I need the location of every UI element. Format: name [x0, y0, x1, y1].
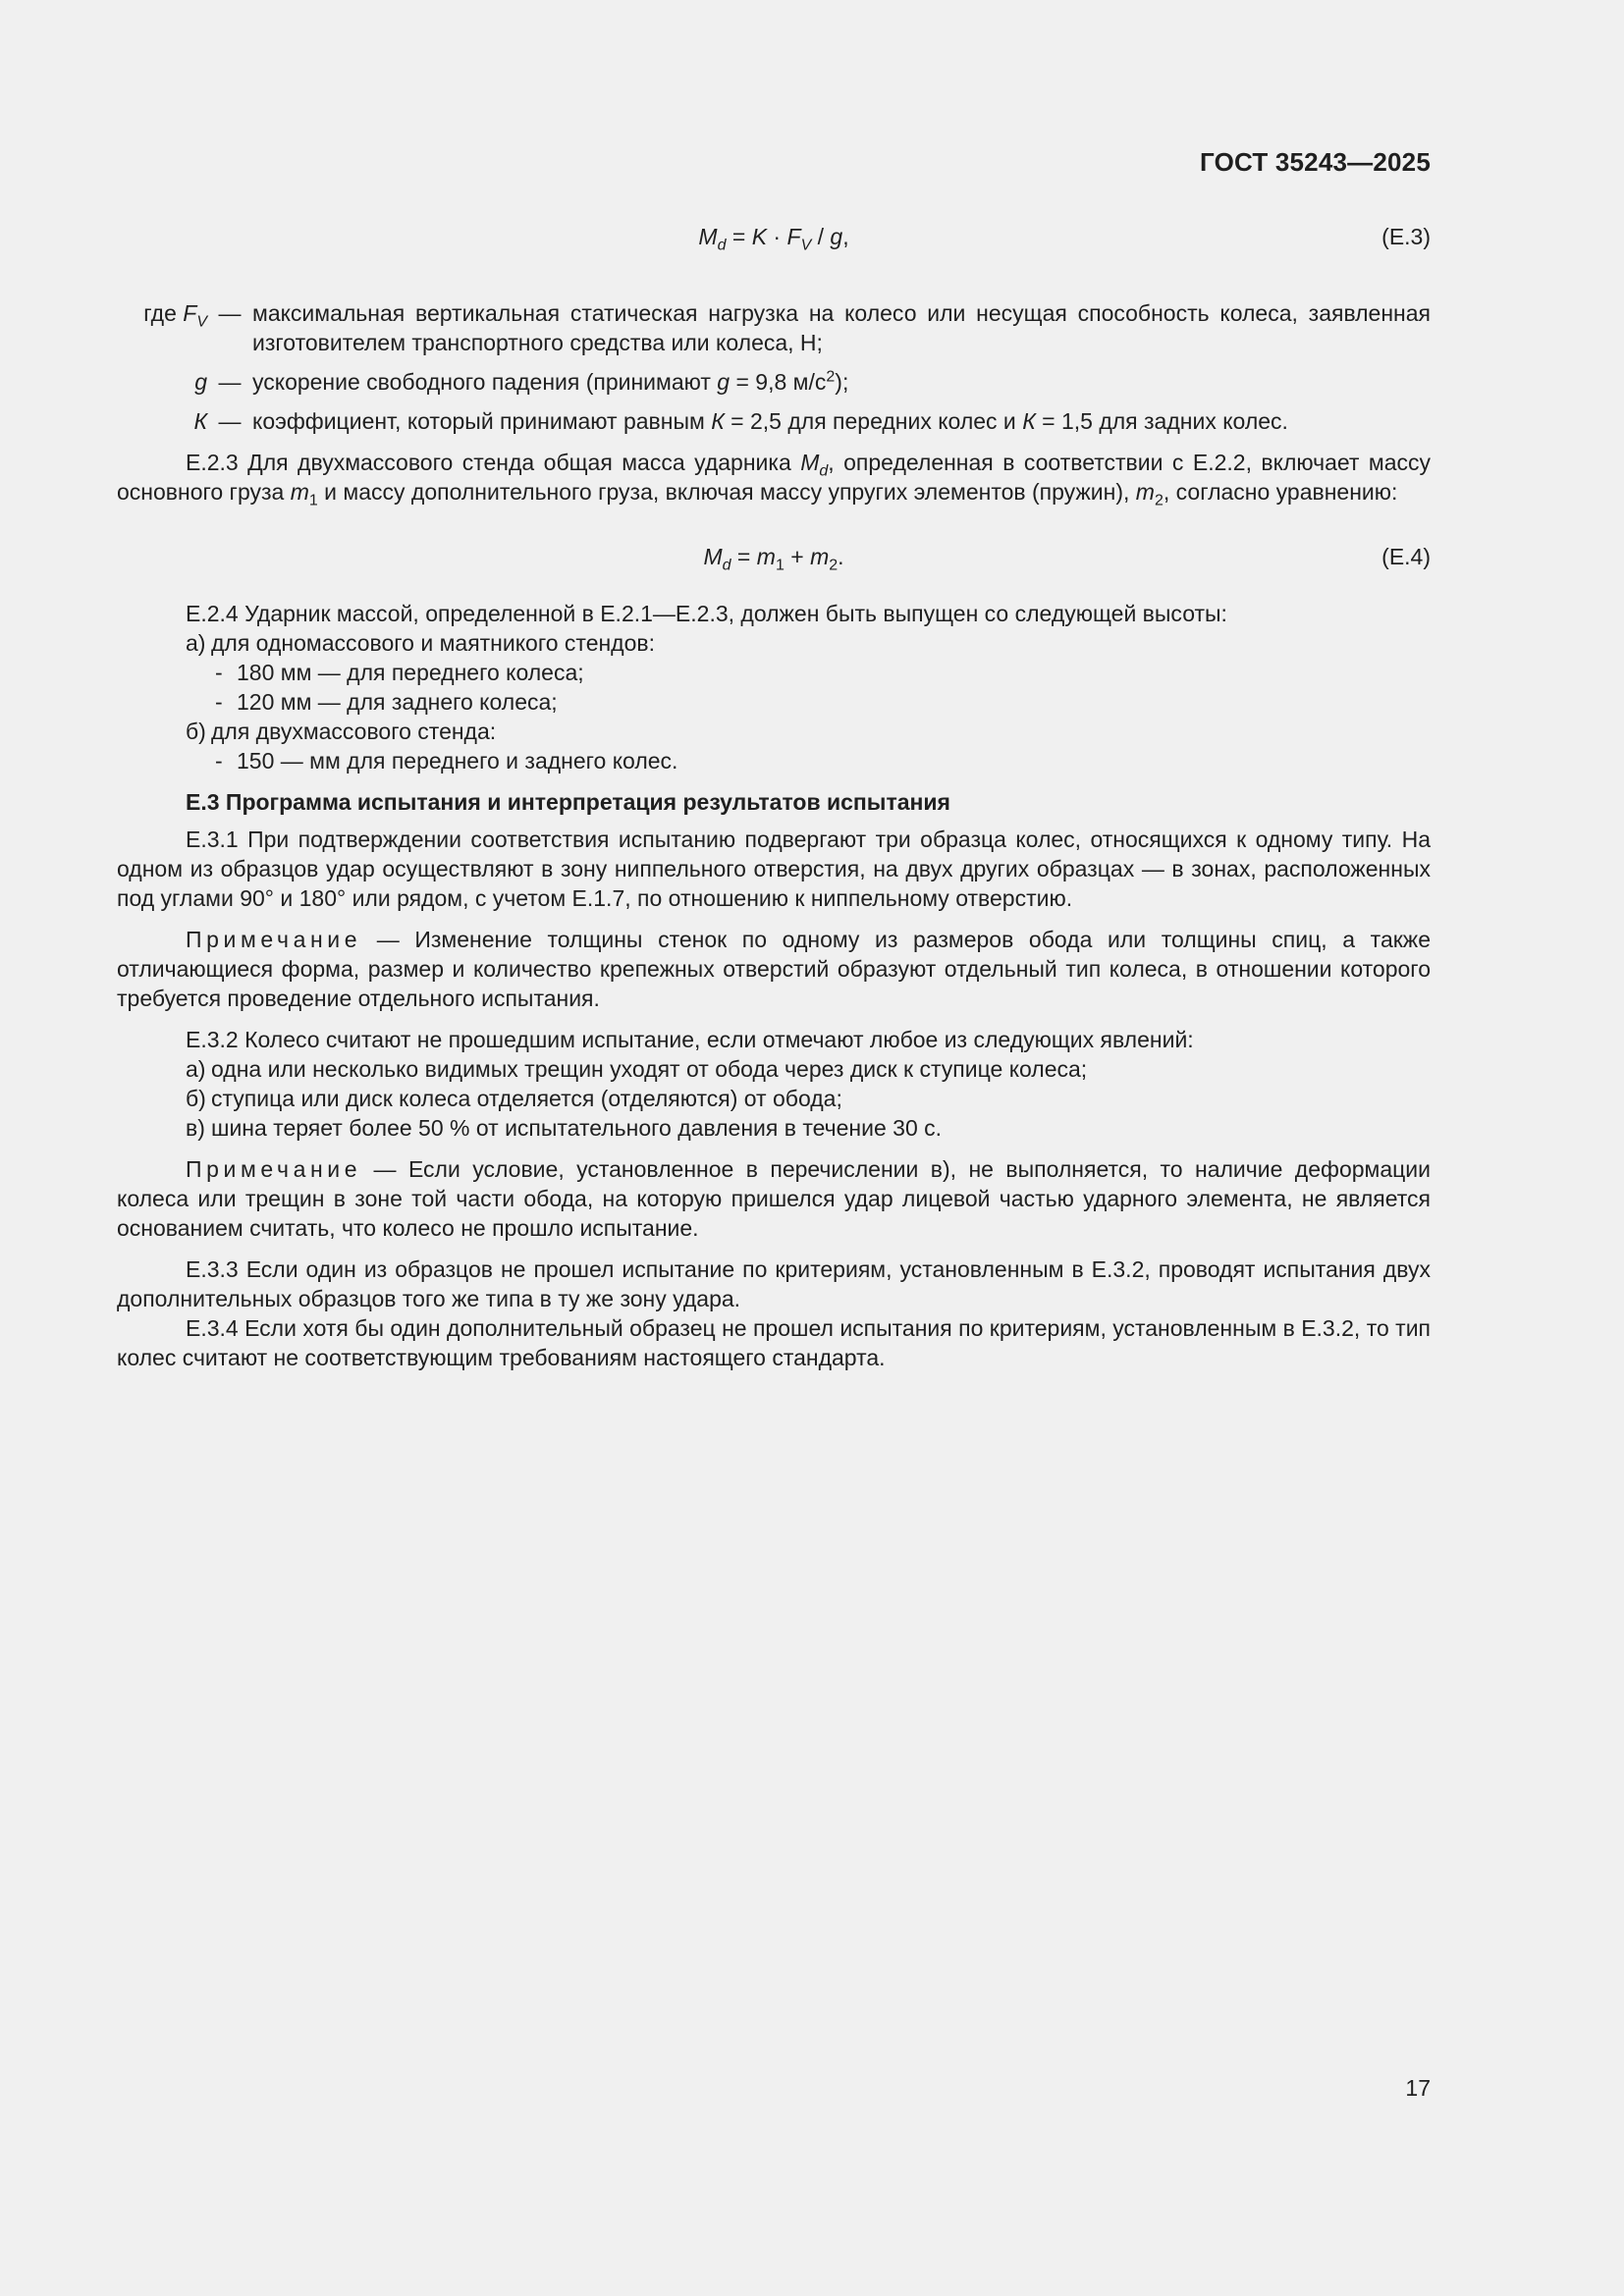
- paragraph-e23: Е.2.3 Для двухмассового стенда общая масса ударника $M_d$, определенная в соответствии с Е.2.2, включает массу основного груза $m_1$ и массу дополнительного груза, включая массу упругих элементов (пружин), $m_2$, согласно уравнению:: [117, 450, 1432, 509]
- document-page: [117, 0, 1431, 2296]
- list-item: а) для одномассового и маятникого стендов:: [186, 630, 656, 656]
- formula-e3-expression: $M_d = K \cdot F_V / g$,: [698, 224, 849, 254]
- section-title-e3: Е.3 Программа испытания и интерпретация результатов испытания: [186, 789, 950, 815]
- list-item: б) ступица или диск колеса отделяется (отделяются) от обода;: [186, 1086, 842, 1111]
- list-item: в) шина теряет более 50 % от испытательного давления в течение 30 с.: [186, 1115, 943, 1141]
- definition-g: [117, 367, 1431, 397]
- list-item: - 120 мм — для заднего колеса;: [215, 689, 558, 715]
- note-2: Примечание — Если условие, установленное в перечислении в), не выполняется, то наличие деформации колеса или трещин в зоне той части обода, на которую пришелся удар лицевой частью ударного элемента, не является основанием считать, что колесо не прошло испытание.: [117, 1156, 1431, 1241]
- formula-e4-number: (Е.4): [1381, 544, 1431, 569]
- definition-text: максимальная вертикальная статическая нагрузка на колесо или несущая способность колеса, заявленная изготовителем транспортного средства или колеса, Н;: [252, 300, 1431, 355]
- definition-symbol: g: [194, 369, 207, 395]
- formula-e3-number: (Е.3): [1381, 224, 1431, 249]
- page-number: 17: [1405, 2075, 1431, 2101]
- definition-symbol: где $F_V$: [143, 300, 207, 331]
- list-item: - 150 — мм для переднего и заднего колес.: [215, 748, 678, 774]
- definition-symbol: К: [193, 408, 207, 434]
- formula-e4-expression: $M_d = m_1 + m_2$.: [703, 544, 844, 574]
- definition-text: ускорение свободного падения (принимают g = 9,8 $м/с^2$);: [252, 368, 849, 395]
- note-1: Примечание — Изменение толщины стенок по одному из размеров обода или толщины спиц, а также отличающиеся форма, размер и количество крепежных отверстий образуют отдельный тип колеса, в отношении которого требуется проведение отдельного испытания.: [117, 927, 1431, 1011]
- paragraph-e34: Е.3.4 Если хотя бы один дополнительный образец не прошел испытания по критериям, установленным в Е.3.2, то тип колес считают не соответствующим требованиям настоящего стандарта.: [117, 1315, 1431, 1370]
- definition-dash: —: [218, 300, 242, 326]
- definition-fv: [117, 298, 1431, 357]
- list-item: а) одна или несколько видимых трещин уходят от обода через диск к ступице колеса;: [186, 1056, 1088, 1082]
- formula-e4: [117, 542, 1431, 579]
- definition-dash: —: [218, 408, 242, 434]
- note-label: Примечание: [186, 1156, 362, 1182]
- document-code-header: ГОСТ 35243—2025: [1200, 147, 1431, 177]
- list-item: б) для двухмассового стенда:: [186, 719, 497, 744]
- paragraph-e31: Е.3.1 При подтверждении соответствия испытанию подвергают три образца колес, относящихся к одному типу. На одном из образцов удар осуществляют в зону ниппельного отверстия, на двух других образцах — в зонах, расположенных под углами 90° и 180° или рядом, с учетом Е.1.7, по отношению к ниппельному отверстию.: [117, 827, 1431, 911]
- definition-dash: —: [218, 369, 242, 395]
- formula-e3: [117, 222, 1431, 259]
- paragraph-e33: Е.3.3 Если один из образцов не прошел испытание по критериям, установленным в Е.3.2, проводят испытания двух дополнительных образцов того же типа в ту же зону удара.: [117, 1256, 1431, 1311]
- document-body: [117, 222, 1431, 1372]
- e24-list: [117, 628, 1431, 775]
- formula-definitions: [117, 298, 1431, 436]
- paragraph-e24-intro: Е.2.4 Ударник массой, определенной в Е.2.1—Е.2.3, должен быть выпущен со следующей высоты:: [186, 601, 1227, 626]
- note-label: Примечание: [186, 927, 362, 952]
- definition-k: [117, 406, 1431, 436]
- list-item: - 180 мм — для переднего колеса;: [215, 660, 584, 685]
- paragraph-e32-intro: Е.3.2 Колесо считают не прошедшим испытание, если отмечают любое из следующих явлений:: [186, 1027, 1194, 1052]
- e32-list: [117, 1054, 1431, 1143]
- definition-text: коэффициент, который принимают равным К = 2,5 для передних колес и К = 1,5 для задних колес.: [252, 408, 1288, 434]
